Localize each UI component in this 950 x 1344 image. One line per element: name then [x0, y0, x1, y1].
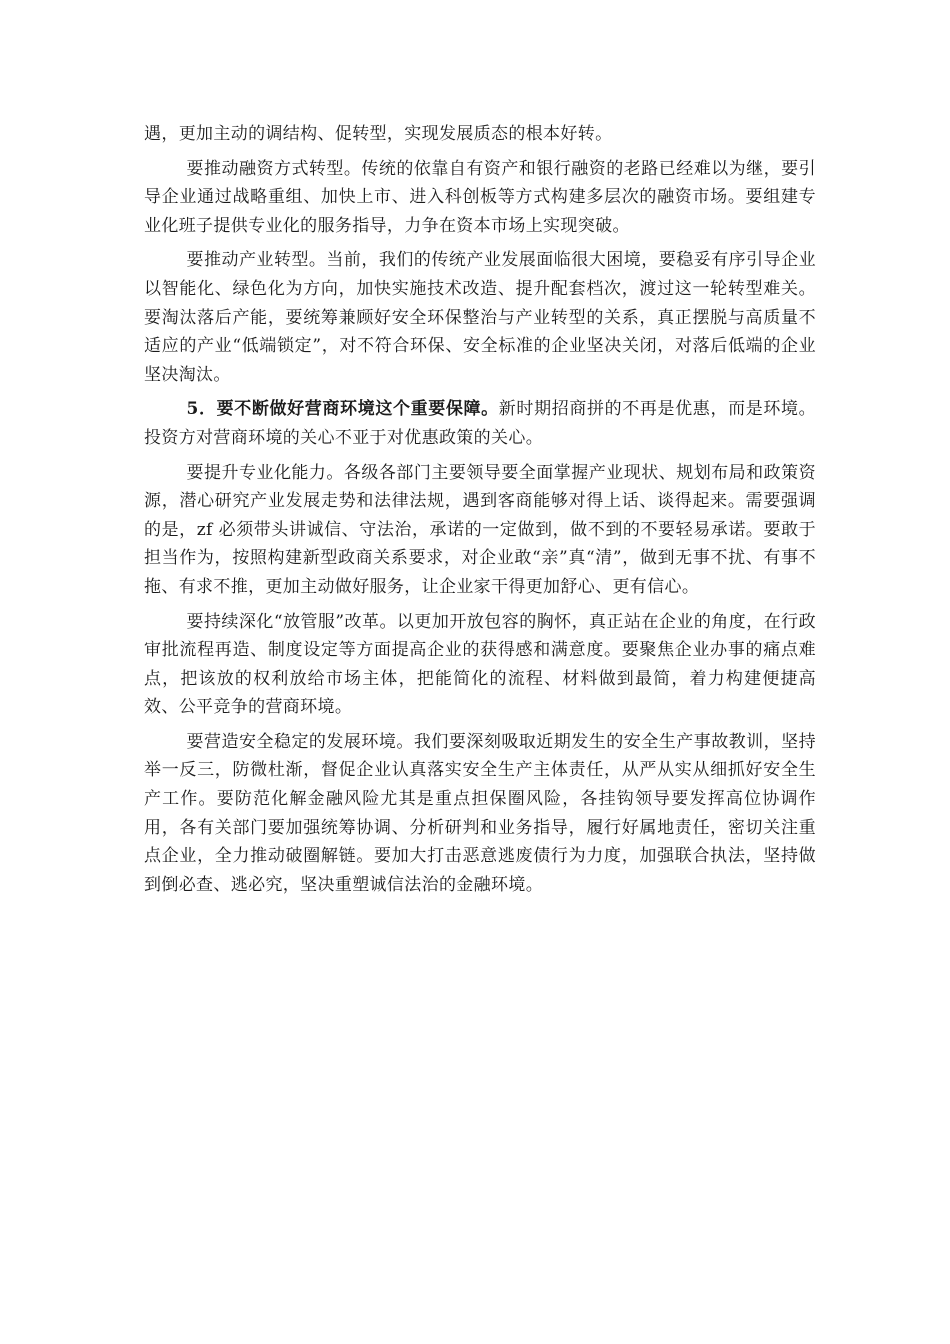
paragraph-continuation: 遇，更加主动的调结构、促转型，实现发展质态的根本好转。 [144, 124, 613, 144]
paragraph-business-environment [144, 395, 816, 452]
document-body [144, 120, 816, 905]
section-heading-followup-text: 新时期招商拼的不再是优惠，而是环境。投资方对营商环境的关心不亚于对优惠政策的关心。 [144, 399, 816, 448]
section-heading-business-environment: 5．要不断做好营商环境这个重要保障。 [186, 399, 499, 420]
paragraph-financing-transformation: 要推动融资方式转型。传统的依靠自有资产和银行融资的老路已经难以为继，要引导企业通过战略重组、加快上市、进入科创板等方式构建多层次的融资市场。要组建专业化班子提供专业化的服务指导，力争在资本市场上实现突破。 [144, 158, 816, 236]
paragraph-professional-capability: 要提升专业化能力。各级各部门主要领导要全面掌握产业现状、规划布局和政策资源，潜心研究产业发展走势和法律法规，遇到客商能够对得上话、谈得起来。需要强调的是，zf 必须带头讲诚信、守法治，承诺的一定做到，做不到的不要轻易承诺。要敢于担当作为，按照构建新型政商关系要求，对企业敢“亲”真“清”，做到无事不扰、有事不拖、有求不推，更加主动做好服务，让企业家干得更加舒心、更有信心。 [144, 462, 816, 597]
paragraph-reform-deepening: 要持续深化“放管服”改革。以更加开放包容的胸怀，真正站在企业的角度，在行政审批流程再造、制度设定等方面提高企业的获得感和满意度。要聚焦企业办事的痛点难点，把该放的权利放给市场主体，把能简化的流程、材料做到最简，着力构建便捷高效、公平竞争的营商环境。 [144, 611, 816, 718]
paragraph-safety-stability: 要营造安全稳定的发展环境。我们要深刻吸取近期发生的安全生产事故教训，坚持举一反三，防微杜渐，督促企业认真落实安全生产主体责任，从严从实从细抓好安全生产工作。要防范化解金融风险尤其是重点担保圈风险，各挂钩领导要发挥高位协调作用，各有关部门要加强统筹协调、分析研判和业务指导，履行好属地责任，密切关注重点企业，全力推动破圈解链。要加大打击恶意逃废债行为力度，加强联合执法，坚持做到倒必查、逃必究，坚决重塑诚信法治的金融环境。 [144, 731, 816, 895]
paragraph-industry-transformation: 要推动产业转型。当前，我们的传统产业发展面临很大困境，要稳妥有序引导企业以智能化、绿色化为方向，加快实施技术改造、提升配套档次，渡过这一轮转型难关。要淘汰落后产能，要统筹兼顾好安全环保整治与产业转型的关系，真正摆脱与高质量不适应的产业“低端锁定”，对不符合环保、安全标准的企业坚决关闭，对落后低端的企业坚决淘汰。 [144, 250, 816, 385]
